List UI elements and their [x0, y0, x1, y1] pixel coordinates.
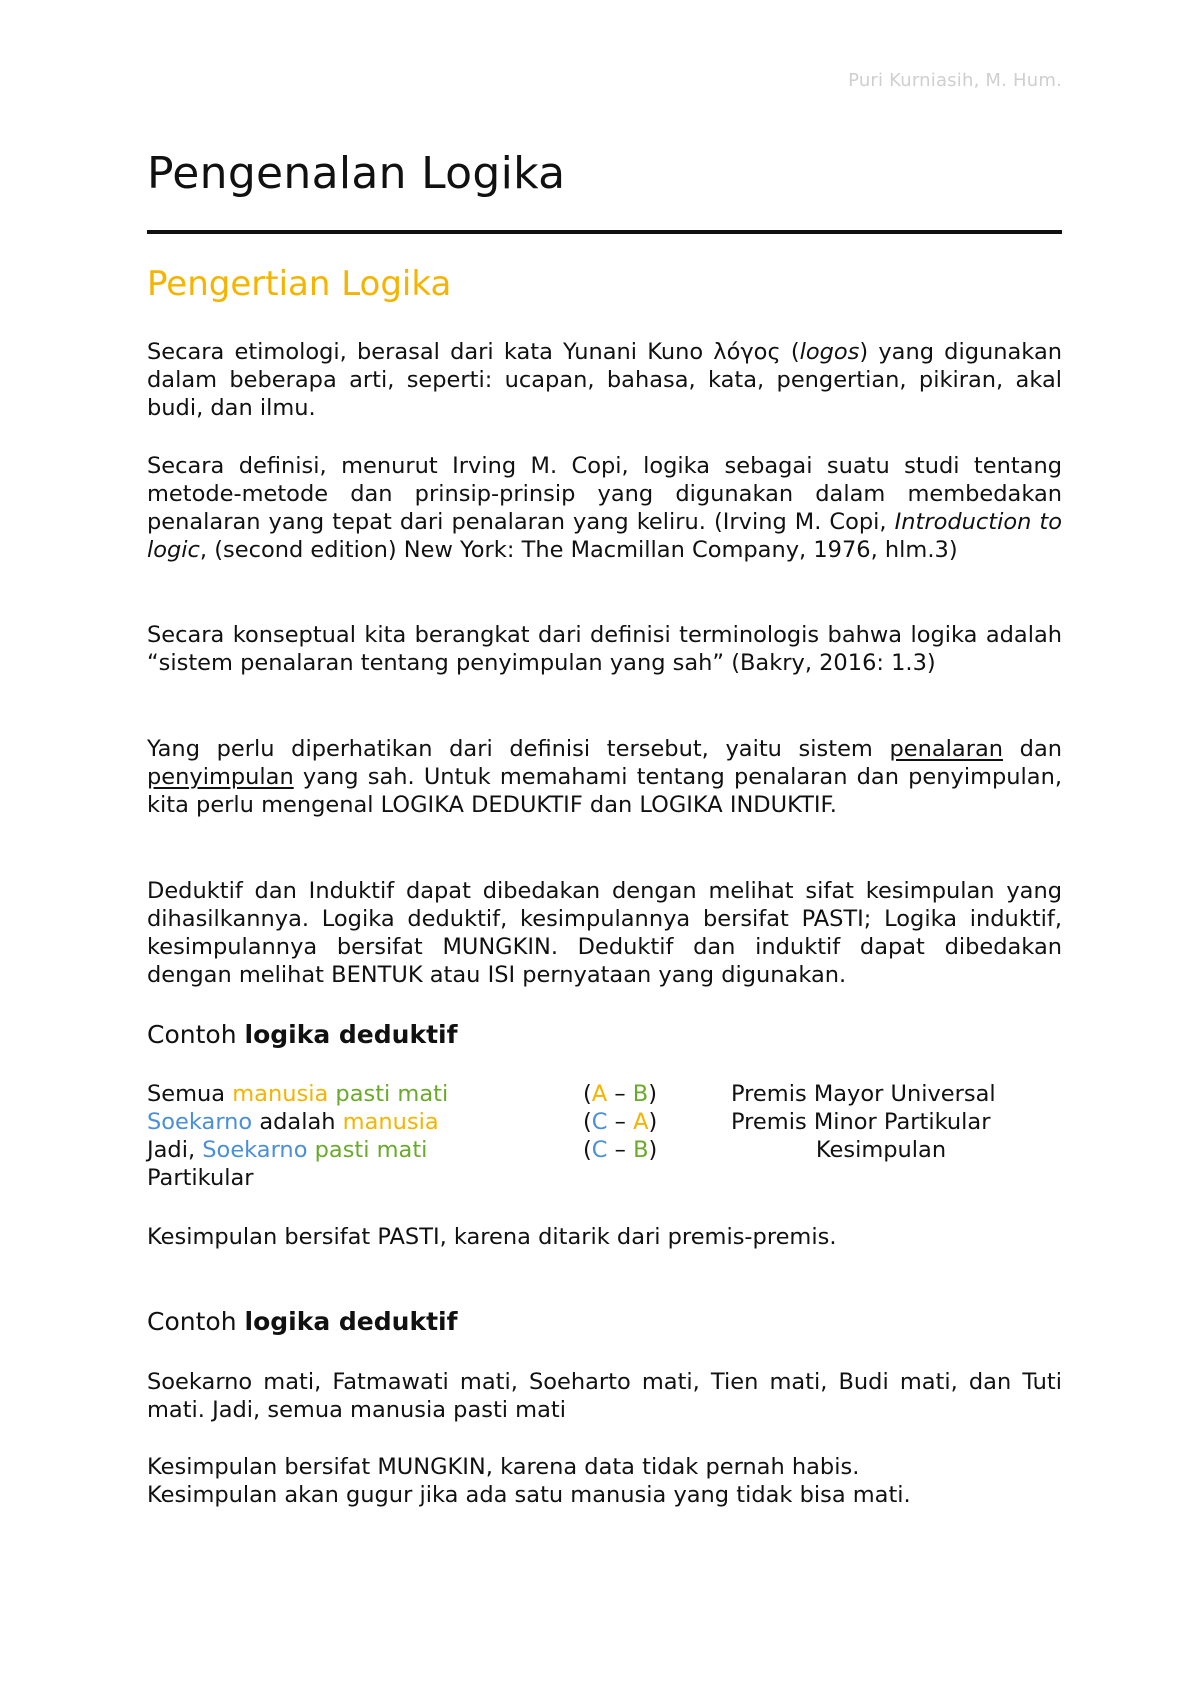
syllogism-row — [147, 1109, 1062, 1137]
term-penalaran: penalaran — [889, 736, 1004, 762]
text: ( — [583, 1137, 592, 1163]
text: yang sah. Untuk memahami tentang penalaran dan penyimpulan, kita perlu mengenal LOGIKA DEDUKTIF dan LOGIKA INDUKTIF. — [147, 764, 1062, 818]
term-a: manusia — [232, 1081, 329, 1107]
text: – — [607, 1081, 633, 1107]
term-logos: logos — [799, 339, 860, 365]
example1-conclusion: Kesimpulan bersifat PASTI, karena ditarik dari premis-premis. — [147, 1224, 837, 1250]
premise-label: Premis Mayor Universal — [731, 1081, 996, 1107]
book-title: Introduction to logic — [147, 509, 1062, 563]
text: – — [607, 1137, 634, 1163]
paragraph-deductive-inductive: Deduktif dan Induktif dapat dibedakan dengan melihat sifat kesimpulan yang dihasilkannya. Logika deduktif, kesimpulannya bersifat PASTI; Logika induktif, kesimpulannya bersifat MUNGKIN. Deduktif dan induktif dapat dibedakan dengan melihat BENTUK atau ISI pernyataan yang digunakan. — [147, 878, 1062, 988]
term-a: A — [633, 1109, 649, 1135]
text: ) — [648, 1081, 657, 1107]
premise-label-wrap: Partikular — [147, 1165, 254, 1191]
term-b: B — [632, 1081, 649, 1107]
text: Secara definisi, menurut Irving M. Copi, logika sebagai suatu studi tentang metode-metode dan prinsip-prinsip yang digunakan dalam membedakan penalaran yang tepat dari penalaran yang keliru. (Irving M. Copi, — [147, 453, 1062, 535]
text: , (second edition) New York: The Macmillan Company, 1976, hlm.3) — [199, 537, 958, 563]
term-penyimpulan: penyimpulan — [147, 764, 294, 790]
title-divider — [147, 230, 1062, 234]
text: ) — [648, 1137, 658, 1163]
example2-text: Soekarno mati, Fatmawati mati, Soeharto mati, Tien mati, Budi mati, dan Tuti mati. Jadi, semua manusia pasti mati — [147, 1369, 1062, 1423]
premise-label: Premis Minor Partikular — [731, 1109, 991, 1135]
conclusion-line: Kesimpulan akan gugur jika ada satu manusia yang tidak bisa mati. — [147, 1482, 911, 1508]
document-title: Pengenalan Logika — [147, 148, 566, 199]
syllogism-row — [147, 1137, 1062, 1165]
text: dan — [1003, 736, 1063, 762]
text: Jadi, — [147, 1137, 203, 1163]
syllogism-row — [147, 1081, 1062, 1109]
heading-prefix: Contoh — [147, 1020, 245, 1049]
section-heading: Pengertian Logika — [147, 264, 452, 304]
text: Semua — [147, 1081, 233, 1107]
example2-heading — [147, 1307, 457, 1336]
paragraph-etymology — [147, 338, 1062, 422]
relation — [583, 1081, 657, 1107]
relation — [583, 1109, 657, 1135]
statement — [147, 1109, 439, 1135]
heading-bold: logika deduktif — [244, 1307, 458, 1336]
statement — [147, 1137, 427, 1163]
text — [307, 1137, 314, 1163]
text: Secara etimologi, berasal dari kata Yunani Kuno λόγος ( — [147, 339, 800, 365]
text: Yang perlu diperhatikan dari definisi tersebut, yaitu sistem — [147, 736, 890, 762]
term-b: pasti mati — [314, 1137, 428, 1163]
term-b: pasti mati — [335, 1081, 449, 1107]
premise-label: Kesimpulan — [815, 1137, 947, 1163]
term-c: C — [591, 1137, 608, 1163]
text: – — [607, 1109, 634, 1135]
term-c: Soekarno — [202, 1137, 308, 1163]
relation — [583, 1137, 657, 1163]
conclusion-line: Kesimpulan bersifat MUNGKIN, karena data tidak pernah habis. — [147, 1454, 860, 1480]
paragraph-reasoning — [147, 735, 1062, 819]
heading-bold: logika deduktif — [244, 1020, 458, 1049]
text: ( — [583, 1109, 592, 1135]
text: adalah — [252, 1109, 343, 1135]
heading-prefix: Contoh — [147, 1307, 245, 1336]
statement — [147, 1081, 448, 1107]
text: ) yang digunakan dalam beberapa arti, seperti: ucapan, bahasa, kata, pengertian, pikiran, akal budi, dan ilmu. — [147, 339, 1062, 421]
term-b: B — [633, 1137, 649, 1163]
term-c: Soekarno — [147, 1109, 253, 1135]
term-a: A — [591, 1081, 608, 1107]
syllogism-row-wrap — [147, 1165, 1062, 1193]
text: ) — [648, 1109, 658, 1135]
example1-heading — [147, 1020, 457, 1049]
term-a: manusia — [342, 1109, 439, 1135]
paragraph-definition — [147, 452, 1062, 564]
text: ( — [583, 1081, 592, 1107]
term-c: C — [591, 1109, 608, 1135]
paragraph-conceptual: Secara konseptual kita berangkat dari definisi terminologis bahwa logika adalah “sistem penalaran tentang penyimpulan yang sah” (Bakry, 2016: 1.3) — [147, 622, 1062, 676]
example2-conclusion — [147, 1453, 1062, 1509]
author-header: Puri Kurniasih, M. Hum. — [848, 70, 1062, 91]
